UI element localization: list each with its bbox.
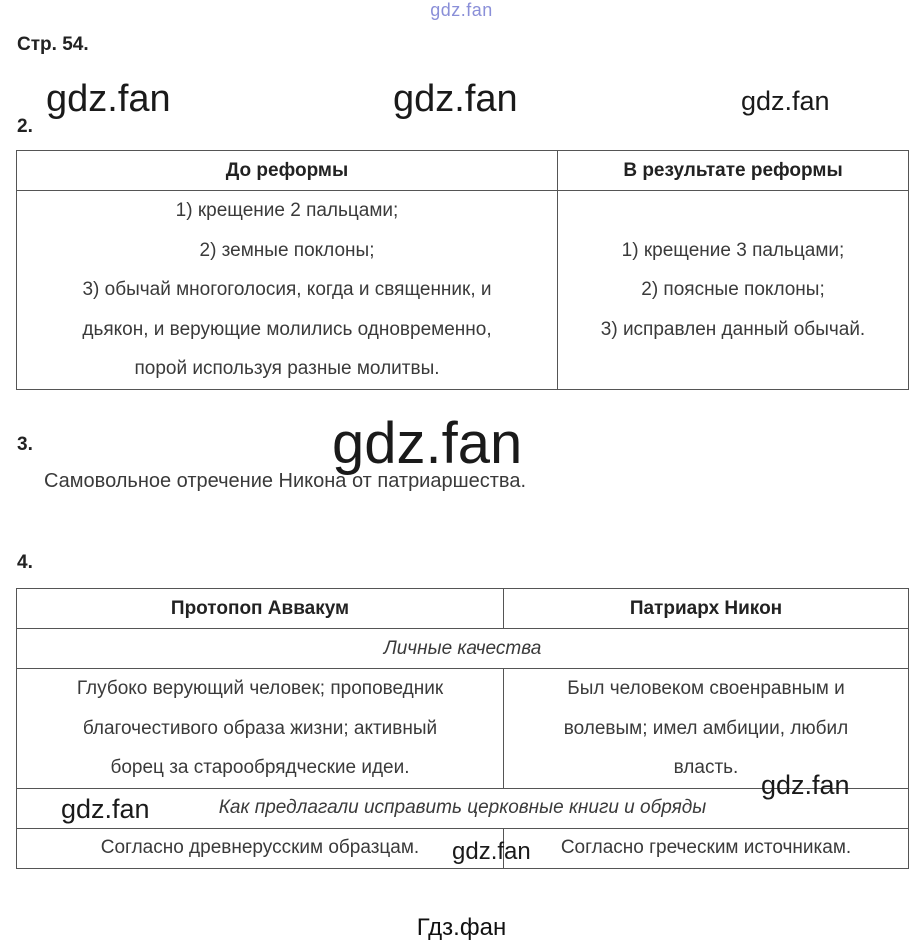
- before-reform-cell: [17, 191, 558, 390]
- watermark: gdz.fan: [741, 86, 830, 116]
- after-line: 3) исправлен данный обычай.: [600, 318, 866, 340]
- header-nikon: Патриарх Никон: [504, 589, 909, 629]
- section-correction-method: Как предлагали исправить церковные книги и обряды: [17, 788, 909, 828]
- before-line: 2) земные поклоны;: [199, 239, 375, 261]
- watermark-top: gdz.fan: [430, 0, 493, 20]
- avvakum-quality-line: благочестивого образа жизни; активный: [82, 717, 438, 739]
- header-before-reform: До реформы: [17, 151, 558, 191]
- header-after-reform: В результате реформы: [558, 151, 909, 191]
- nikon-method-cell: Согласно греческим источникам.: [504, 828, 909, 868]
- before-line: порой используя разные молитвы.: [134, 358, 440, 379]
- avvakum-method-cell: Согласно древнерусским образцам.: [17, 828, 504, 868]
- watermark: gdz.fan: [332, 411, 523, 476]
- avvakum-quality-line: борец за старообрядческие идеи.: [110, 757, 410, 778]
- watermark: gdz.fan: [46, 78, 171, 120]
- question-number-2: 2.: [17, 116, 33, 137]
- header-avvakum: Протопоп Аввакум: [17, 589, 504, 629]
- before-line: 1) крещение 2 пальцами;: [175, 200, 399, 221]
- nikon-quality-line: волевым; имел амбиции, любил: [563, 717, 849, 739]
- nikon-quality-line: власть.: [673, 757, 739, 778]
- reform-table: [16, 150, 909, 390]
- before-line: дьякон, и верующие молились одновременно,: [82, 318, 492, 340]
- after-reform-cell: [558, 191, 909, 390]
- watermark: gdz.fan: [761, 770, 850, 800]
- nikon-quality-line: Был человеком своенравным и: [567, 678, 845, 699]
- watermark: gdz.fan: [452, 838, 531, 865]
- watermark: gdz.fan: [61, 794, 150, 824]
- after-line: 2) поясные поклоны;: [641, 279, 825, 300]
- page-label: Стр. 54.: [17, 34, 89, 55]
- avvakum-qualities-cell: [17, 669, 504, 789]
- question-3-answer: Самовольное отречение Никона от патриаршества.: [44, 470, 527, 492]
- section-personal-qualities: Личные качества: [17, 629, 909, 669]
- watermark: gdz.fan: [393, 78, 518, 120]
- comparison-table: [16, 588, 909, 869]
- after-line: 1) крещение 3 пальцами;: [621, 239, 845, 261]
- question-number-4: 4.: [17, 552, 33, 573]
- question-number-3: 3.: [17, 434, 33, 455]
- avvakum-quality-line: Глубоко верующий человек; проповедник: [76, 678, 444, 699]
- footer-watermark: Гдз.фан: [416, 914, 507, 941]
- before-line: 3) обычай многоголосия, когда и священник, и: [82, 279, 492, 300]
